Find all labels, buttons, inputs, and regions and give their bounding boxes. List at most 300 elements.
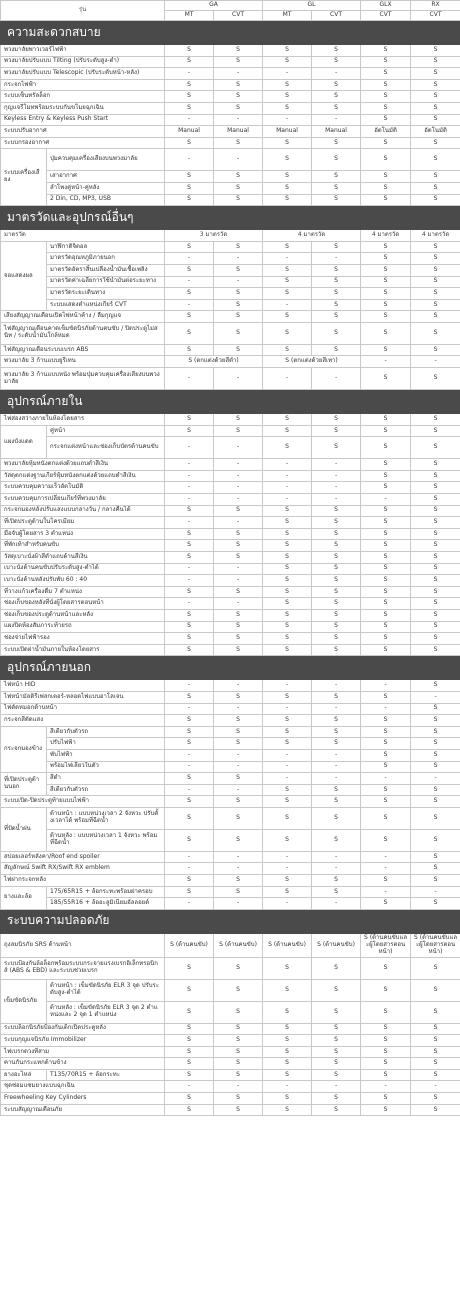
row-label: ปรับไฟฟ้า	[47, 738, 165, 750]
spec-value: S	[312, 311, 361, 323]
spec-value: S	[361, 609, 411, 621]
spec-value: S	[361, 414, 411, 426]
table-row	[1, 137, 460, 149]
row-label: มือจับผู้โดยสาร 3 ตำแหน่ง	[1, 528, 165, 540]
spec-value: S	[165, 715, 214, 727]
spec-value: -	[214, 253, 263, 265]
model-gl: GL	[263, 1, 361, 11]
spec-value: -	[411, 356, 460, 368]
spec-value: S	[214, 1046, 263, 1058]
spec-value: -	[312, 68, 361, 80]
row-label: พวงมาลัย 3 ก้านแบบยูรีเทน	[1, 356, 165, 368]
spec-value: -	[165, 459, 214, 471]
spec-value: S	[361, 241, 411, 253]
spec-value: S	[312, 807, 361, 829]
spec-value: S	[361, 91, 411, 103]
spec-value: S	[214, 264, 263, 276]
row-label: ด้านหน้า : แบบหน่วงเวลา 2 จังหวะ ปรับตั้งเวลาได้ พร้อมที่ฉีดน้ำ	[47, 807, 165, 829]
row-label: ที่วางแก้วเครื่องดื่ม 7 ตำแหน่ง	[1, 586, 165, 598]
spec-value: S	[312, 598, 361, 610]
row-label: กระจกไฟฟ้า	[1, 79, 165, 91]
spec-value: S	[263, 311, 312, 323]
spec-value: -	[312, 761, 361, 773]
spec-value: -	[214, 680, 263, 692]
spec-value: -	[214, 863, 263, 875]
spec-value: -	[263, 482, 312, 494]
row-label: ระบบปรับอากาศ	[1, 126, 165, 138]
spec-value: -	[411, 1081, 460, 1093]
table-row	[1, 875, 460, 887]
spec-value: S	[263, 784, 312, 796]
table-row	[1, 784, 460, 796]
spec-value: S	[263, 102, 312, 114]
spec-value: -	[214, 598, 263, 610]
spec-value: S	[411, 563, 460, 575]
section-header	[1, 656, 460, 680]
table-row	[1, 598, 460, 610]
table-row	[1, 102, 460, 114]
row-label: 2 Din, CD, MP3, USB	[47, 194, 165, 206]
spec-value: S	[165, 829, 214, 851]
spec-value: S	[411, 322, 460, 344]
spec-value: S	[361, 1104, 411, 1116]
spec-value: S	[263, 979, 312, 1001]
spec-value: S	[263, 1058, 312, 1070]
table-row	[1, 703, 460, 715]
spec-value: S	[263, 644, 312, 656]
spec-value: S	[411, 102, 460, 114]
spec-value: S	[165, 91, 214, 103]
spec-value: S	[312, 575, 361, 587]
spec-value: -	[263, 898, 312, 910]
spec-value: อัตโนมัติ	[411, 126, 460, 138]
spec-value: S	[411, 761, 460, 773]
spec-value: -	[165, 114, 214, 126]
table-row	[1, 425, 460, 437]
spec-value: S	[361, 276, 411, 288]
spec-value: S	[411, 182, 460, 194]
table-row	[1, 79, 460, 91]
model-header-row	[1, 1, 460, 11]
spec-value: S	[361, 738, 411, 750]
table-row	[1, 957, 460, 979]
table-row	[1, 253, 460, 265]
spec-value: S	[263, 1069, 312, 1081]
row-label: ที่พักเท้าสำหรับคนขับ	[1, 540, 165, 552]
spec-value: S	[312, 171, 361, 183]
spec-value: S	[165, 311, 214, 323]
model-rx: RX	[411, 1, 460, 11]
row-label: ปุ่มควบคุมเครื่องเสียงบนพวงมาลัย	[47, 149, 165, 171]
spec-value: S	[411, 470, 460, 482]
table-row	[1, 1104, 460, 1116]
row-group-label: ยางอะไหล่	[1, 1069, 47, 1081]
spec-value: S	[214, 552, 263, 564]
spec-value: -	[263, 253, 312, 265]
gauge-count: 4 มาตรวัด	[411, 230, 460, 242]
spec-value: S	[263, 264, 312, 276]
spec-value: S	[411, 45, 460, 57]
spec-value: S	[361, 691, 411, 703]
row-label: ระบบเซ็นทรัลล็อก	[1, 91, 165, 103]
spec-value: S	[312, 79, 361, 91]
row-label: เบาะนั่งด้านคนขับปรับระดับสูง-ต่ำได้	[1, 563, 165, 575]
spec-value: -	[165, 517, 214, 529]
spec-value: S	[411, 1023, 460, 1035]
table-row	[1, 738, 460, 750]
spec-value: -	[214, 851, 263, 863]
row-label: สัญลักษณ์ Swift RX/Swift RX emblem	[1, 863, 165, 875]
spec-value: S	[165, 609, 214, 621]
spec-value: S	[214, 288, 263, 300]
spec-value: S	[214, 171, 263, 183]
spec-value: S	[411, 194, 460, 206]
trans-rx-cvt: CVT	[411, 11, 460, 21]
spec-value: S	[361, 807, 411, 829]
table-row	[1, 114, 460, 126]
spec-value: S	[214, 738, 263, 750]
row-label: ระบบควบคุมความเร็วอัตโนมัติ	[1, 482, 165, 494]
spec-value: S	[263, 1023, 312, 1035]
spec-value: S	[411, 851, 460, 863]
row-group-label: แผงบังแดด	[1, 425, 47, 459]
spec-value: S	[263, 586, 312, 598]
spec-value: S	[263, 829, 312, 851]
spec-value: S	[263, 598, 312, 610]
spec-value: S	[411, 540, 460, 552]
spec-value: -	[312, 898, 361, 910]
spec-value: S	[165, 288, 214, 300]
spec-value: S	[361, 505, 411, 517]
row-label: เบาะนั่งด้านหลังปรับพับ 60 : 40	[1, 575, 165, 587]
spec-value: S	[312, 552, 361, 564]
spec-value: -	[411, 691, 460, 703]
spec-value: S	[312, 414, 361, 426]
spec-value: S	[411, 749, 460, 761]
spec-value: S	[411, 241, 460, 253]
row-label: ระบบกุญแจนิรภัย Immobilizer	[1, 1035, 165, 1047]
row-label: เสาอากาศ	[47, 171, 165, 183]
spec-value: S	[263, 1035, 312, 1047]
table-row	[1, 494, 460, 506]
section-title: มาตรวัดและอุปกรณ์อื่นๆ	[1, 206, 460, 230]
spec-value: -	[214, 761, 263, 773]
spec-value: -	[214, 749, 263, 761]
table-row	[1, 851, 460, 863]
spec-value: S	[361, 1069, 411, 1081]
spec-value: S	[165, 344, 214, 356]
row-label: ช่องเก็บของประตูด้านหน้าและหลัง	[1, 609, 165, 621]
spec-value: S	[214, 1058, 263, 1070]
row-label: นาฬิกาดิจิตอล	[47, 241, 165, 253]
row-label: สีดำ	[47, 773, 165, 785]
spec-value: S	[312, 1046, 361, 1058]
spec-value: -	[214, 68, 263, 80]
spec-value: S	[361, 79, 411, 91]
row-label: สีเดียวกับตัวรถ	[47, 726, 165, 738]
spec-value: S	[361, 644, 411, 656]
spec-value: S	[263, 715, 312, 727]
spec-value: S	[312, 829, 361, 851]
spec-value: S	[411, 276, 460, 288]
spec-value: S	[165, 1058, 214, 1070]
spec-value: S	[411, 957, 460, 979]
section-title: อุปกรณ์ภายใน	[1, 390, 460, 414]
spec-value: S	[411, 56, 460, 68]
spec-value: -	[312, 368, 361, 390]
row-label: แผงปิดห้องสัมภาระท้ายรถ	[1, 621, 165, 633]
spec-value: S	[214, 425, 263, 437]
spec-value: S	[214, 621, 263, 633]
spec-value: S	[263, 137, 312, 149]
spec-value: S	[263, 1046, 312, 1058]
row-label: สีเดียวกับตัวรถ	[47, 784, 165, 796]
row-label: ระบบล็อกนิรภัยป้องกันเด็กเปิดประตูหลัง	[1, 1023, 165, 1035]
row-group-label: ที่เปิดประตูด้านนอก	[1, 773, 47, 796]
row-label: ระบบเปิด-ปิดประตูท้ายแบบไฟฟ้า	[1, 796, 165, 808]
spec-value: S	[411, 311, 460, 323]
row-label: ไฟสัญญาณเตือนคาดเข็มขัดนิรภัยด้านคนขับ / ปิดประตูไม่สนิท / ระดับน้ำมันใกล้หมด	[1, 322, 165, 344]
row-label: Freewheeling Key Cylinders	[1, 1093, 165, 1105]
spec-value: -	[312, 863, 361, 875]
spec-value: S	[263, 540, 312, 552]
table-row	[1, 540, 460, 552]
spec-value: S	[312, 517, 361, 529]
spec-value: S	[165, 505, 214, 517]
table-row	[1, 829, 460, 851]
table-row	[1, 276, 460, 288]
spec-value: S	[361, 459, 411, 471]
spec-value: S	[263, 1104, 312, 1116]
spec-value: -	[165, 761, 214, 773]
spec-value: -	[214, 276, 263, 288]
spec-value: S	[263, 691, 312, 703]
spec-value: -	[361, 703, 411, 715]
spec-value: S	[411, 288, 460, 300]
row-label: วัสดุตกแต่งฐานเกียร์หุ้มหนังตกแต่งด้วยแถบดำสีเงิน	[1, 470, 165, 482]
spec-value: S	[411, 528, 460, 540]
section-header	[1, 390, 460, 414]
spec-value: S	[214, 875, 263, 887]
spec-value: S	[214, 886, 263, 898]
spec-value: S	[411, 505, 460, 517]
spec-value: S (ด้านคนขับ)	[263, 933, 312, 957]
row-label: พร้อมไฟเลี้ยวในตัว	[47, 761, 165, 773]
row-label: 185/55R16 + ล้ออะลูมิเนียมอัลลอยด์	[47, 898, 165, 910]
spec-value: S	[411, 738, 460, 750]
spec-value: -	[165, 276, 214, 288]
spec-value: S	[263, 886, 312, 898]
spec-value: S	[312, 299, 361, 311]
spec-value: S	[361, 517, 411, 529]
section-title: ระบบความปลอดภัย	[1, 909, 460, 933]
table-row	[1, 68, 460, 80]
spec-value: S	[214, 1001, 263, 1023]
spec-value: S	[263, 45, 312, 57]
spec-value: S	[165, 726, 214, 738]
spec-value: -	[263, 368, 312, 390]
row-label: ระบบสัญญาณเตือนภัย	[1, 1104, 165, 1116]
table-row	[1, 644, 460, 656]
spec-value: S	[165, 194, 214, 206]
spec-value: S	[361, 1023, 411, 1035]
spec-value: S	[411, 644, 460, 656]
row-label: ไฟตัดหมอกด้านหน้า	[1, 703, 165, 715]
spec-value: S	[361, 715, 411, 727]
spec-value: S	[361, 957, 411, 979]
spec-value: S	[165, 1023, 214, 1035]
row-label: ระบบป้องกันล้อล็อกพร้อมระบบกระจายแรงเบรกอิเล็กทรอนิกส์ (ABS & EBD) และระบบช่วยเบรก	[1, 957, 165, 979]
spec-value: -	[312, 482, 361, 494]
spec-value: S	[165, 79, 214, 91]
spec-value: S	[411, 459, 460, 471]
spec-value: S	[411, 726, 460, 738]
spec-value: S	[361, 552, 411, 564]
spec-value: S	[361, 68, 411, 80]
row-label: มาตรวัดอุณหภูมิภายนอก	[47, 253, 165, 265]
spec-value: S	[263, 1093, 312, 1105]
spec-value: -	[312, 773, 361, 785]
section-header	[1, 21, 460, 45]
spec-value: S	[214, 102, 263, 114]
spec-value: S	[411, 1069, 460, 1081]
trans-glx-cvt: CVT	[361, 11, 411, 21]
spec-value: S	[263, 79, 312, 91]
row-label: พวงมาลัยหุ้มหนังตกแต่งด้วยแถบดำสีเงิน	[1, 459, 165, 471]
spec-value: S	[312, 241, 361, 253]
row-label: ไฟเบรกดวงที่สาม	[1, 1046, 165, 1058]
spec-value: -	[361, 1081, 411, 1093]
spec-value: S	[214, 79, 263, 91]
spec-value: S	[214, 241, 263, 253]
table-row	[1, 563, 460, 575]
table-row	[1, 1081, 460, 1093]
spec-value: S (ด้านคนขับ)	[165, 933, 214, 957]
table-row	[1, 56, 460, 68]
spec-value: S (ตกแต่งด้วยสีดำ)	[165, 356, 263, 368]
spec-value: -	[214, 437, 263, 459]
row-label: ด้านหลัง : แบบหน่วงเวลา 1 จังหวะ พร้อมที่ฉีดน้ำ	[47, 829, 165, 851]
table-row	[1, 773, 460, 785]
spec-value: -	[312, 494, 361, 506]
spec-value: S	[312, 586, 361, 598]
spec-value: Manual	[214, 126, 263, 138]
spec-value: S	[312, 264, 361, 276]
spec-value: -	[263, 703, 312, 715]
spec-value: S	[214, 773, 263, 785]
row-label: พวงมาลัยปรับแบบ Telescopic (ปรับระดับหน้า-หลัง)	[1, 68, 165, 80]
spec-value: S	[411, 1001, 460, 1023]
spec-value: S	[214, 137, 263, 149]
spec-value: Manual	[263, 126, 312, 138]
row-group-label: ยางและล้อ	[1, 886, 47, 909]
table-row	[1, 761, 460, 773]
spec-value: S	[411, 114, 460, 126]
spec-value: S	[165, 773, 214, 785]
table-row	[1, 505, 460, 517]
spec-value: S	[165, 633, 214, 645]
spec-value: -	[165, 470, 214, 482]
row-label: ไฟหน้ามัลติรีเฟลกเตอร์-หลอดไฟแบบฮาโลเจน	[1, 691, 165, 703]
spec-value: S	[361, 749, 411, 761]
table-row	[1, 311, 460, 323]
spec-value: S	[165, 691, 214, 703]
spec-value: S	[361, 45, 411, 57]
table-row	[1, 1046, 460, 1058]
table-row	[1, 182, 460, 194]
row-group-label: เข็มขัดนิรภัย	[1, 979, 47, 1023]
table-row	[1, 1001, 460, 1023]
spec-value: -	[214, 482, 263, 494]
table-row	[1, 979, 460, 1001]
table-row	[1, 1093, 460, 1105]
spec-value: -	[312, 470, 361, 482]
spec-value: S	[361, 829, 411, 851]
row-label: คู่หน้า	[47, 425, 165, 437]
spec-value: S	[361, 137, 411, 149]
spec-value: -	[214, 1081, 263, 1093]
spec-value: S	[361, 1046, 411, 1058]
spec-value: S	[263, 171, 312, 183]
spec-value: S	[411, 875, 460, 887]
spec-value: -	[312, 749, 361, 761]
table-row	[1, 356, 460, 368]
spec-value: S	[411, 1104, 460, 1116]
spec-value: S	[411, 1058, 460, 1070]
spec-value: -	[312, 851, 361, 863]
spec-value: S (ด้านคนขับ)	[312, 933, 361, 957]
spec-value: S	[214, 414, 263, 426]
row-label: คานกันกระแทกด้านข้าง	[1, 1058, 165, 1070]
spec-value: S	[312, 194, 361, 206]
spec-value: S	[214, 633, 263, 645]
table-row	[1, 680, 460, 692]
spec-value: S	[214, 91, 263, 103]
spec-value: S	[165, 414, 214, 426]
spec-value: S	[263, 875, 312, 887]
spec-value: -	[411, 773, 460, 785]
spec-value: S	[361, 102, 411, 114]
spec-value: S	[165, 528, 214, 540]
spec-value: S	[411, 137, 460, 149]
spec-value: -	[165, 68, 214, 80]
spec-value: S	[214, 528, 263, 540]
spec-value: S	[263, 91, 312, 103]
spec-value: -	[361, 494, 411, 506]
spec-value: -	[263, 459, 312, 471]
spec-value: S	[361, 114, 411, 126]
section-header	[1, 909, 460, 933]
spec-value: -	[312, 703, 361, 715]
spec-value: S	[312, 796, 361, 808]
spec-value: S	[411, 437, 460, 459]
spec-value: S	[411, 264, 460, 276]
spec-value: S	[165, 586, 214, 598]
spec-value: -	[263, 1081, 312, 1093]
spec-value: -	[214, 563, 263, 575]
table-row	[1, 517, 460, 529]
row-group-label: กระจกมองข้าง	[1, 726, 47, 772]
spec-value: S	[361, 253, 411, 265]
spec-value: S	[361, 575, 411, 587]
row-label: พับไฟฟ้า	[47, 749, 165, 761]
row-label: มาตรวัดค่าเฉลี่ยการใช้น้ำมันต่อระยะทาง	[47, 276, 165, 288]
spec-value: -	[361, 886, 411, 898]
trans-ga-mt: MT	[165, 11, 214, 21]
spec-value: -	[165, 368, 214, 390]
spec-value: S	[312, 540, 361, 552]
spec-value: -	[263, 68, 312, 80]
